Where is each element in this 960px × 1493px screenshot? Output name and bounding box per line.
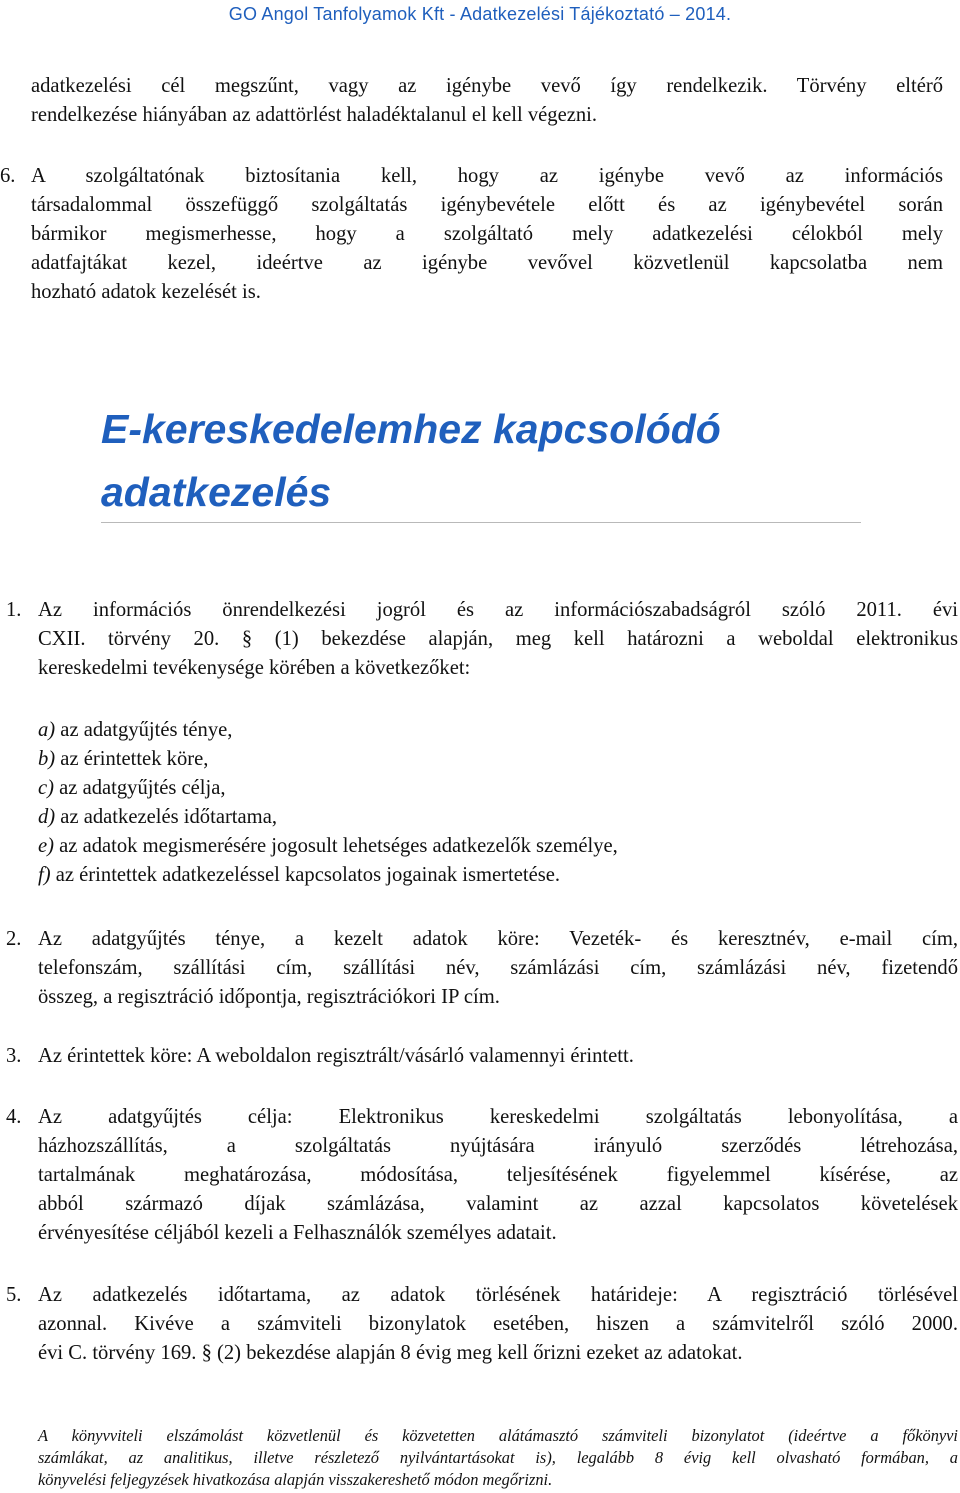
sub-item-letter: c) bbox=[38, 777, 54, 799]
text-line: Az adatgyűjtés ténye, a kezelt adatok köre: Vezeték- és keresztnév, e-mail cím, bbox=[38, 928, 958, 950]
text-line: Az érintettek köre: A weboldalon regisztrált/vásárló valamennyi érintett. bbox=[38, 1045, 634, 1067]
list-number: 6. bbox=[0, 165, 16, 187]
sub-item-letter: a) bbox=[38, 719, 56, 741]
text-line: CXII. törvény 20. § (1) bekezdése alapján, meg kell határozni a weboldal elektronikus bbox=[38, 628, 958, 650]
text-line: kereskedelmi tevékenysége körében a következőket: bbox=[38, 657, 471, 679]
text-line: abból származó díjak számlázása, valamint az azzal kapcsolatos követelések bbox=[38, 1193, 958, 1215]
sub-item-text: az adatgyűjtés célja, bbox=[54, 777, 226, 799]
sub-item bbox=[38, 716, 232, 745]
sub-item-text: az adatok megismerésére jogosult lehetséges adatkezelők személye, bbox=[54, 835, 618, 857]
sub-item-letter: e) bbox=[38, 835, 54, 857]
text-line: hozható adatok kezelését is. bbox=[31, 281, 261, 303]
text-line: azonnal. Kivéve a számviteli bizonylatok esetében, hiszen a számvitelről szóló 2000. bbox=[38, 1313, 958, 1335]
sub-item-letter: d) bbox=[38, 806, 56, 828]
text-line: rendelkezése hiányában az adattörlést haladéktalanul el kell végezni. bbox=[31, 104, 598, 126]
sub-item bbox=[38, 832, 618, 861]
sub-item bbox=[38, 861, 560, 890]
page-header-title: GO Angol Tanfolyamok Kft - Adatkezelési Tájékoztató – 2014. bbox=[228, 4, 732, 24]
list-item-1 bbox=[0, 596, 960, 896]
list-number: 3. bbox=[6, 1045, 22, 1067]
sub-item bbox=[38, 774, 226, 803]
text-line: Az információs önrendelkezési jogról és az információszabadságról szóló 2011. évi bbox=[38, 599, 958, 621]
text-line: házhozszállítás, a szolgáltatás nyújtására irányuló szerződés létrehozása, bbox=[38, 1135, 958, 1157]
list-number: 1. bbox=[6, 599, 22, 621]
sub-item-text: az adatkezelés időtartama, bbox=[55, 806, 277, 828]
heading-divider bbox=[101, 522, 861, 523]
list-number: 2. bbox=[6, 928, 22, 950]
sub-item-letter: b) bbox=[38, 748, 56, 770]
text-line: adatkezelési cél megszűnt, vagy az igénybe vevő így rendelkezik. Törvény eltérő bbox=[31, 75, 943, 97]
text-line: A szolgáltatónak biztosítania kell, hogy az igénybe vevő az információs bbox=[31, 165, 943, 187]
list-number: 4. bbox=[6, 1106, 22, 1128]
sub-item bbox=[38, 745, 208, 774]
text-line: bármikor megismerhesse, hogy a szolgáltató mely adatkezelési célokból mely bbox=[31, 223, 943, 245]
text-line: adatfajtákat kezel, ideértve az igénybe vevővel közvetlenül kapcsolatba nem bbox=[31, 252, 943, 274]
footer-note bbox=[38, 1425, 958, 1491]
intro-paragraph bbox=[31, 72, 943, 130]
text-line: összeg, a regisztráció időpontja, regisztrációkori IP cím. bbox=[38, 986, 500, 1008]
sub-item bbox=[38, 803, 277, 832]
text-line: Az adatkezelés időtartama, az adatok törlésének határideje: A regisztráció törlésével bbox=[38, 1284, 958, 1306]
text-line: Az adatgyűjtés célja: Elektronikus kereskedelmi szolgáltatás lebonyolítása, a bbox=[38, 1106, 958, 1128]
sub-item-text: az érintettek adatkezeléssel kapcsolatos jogainak ismertetése. bbox=[50, 864, 561, 886]
text-line: évi C. törvény 169. § (2) bekezdése alapján 8 évig meg kell őrizni ezeket az adatokat. bbox=[38, 1342, 743, 1364]
sub-item-text: az adatgyűjtés ténye, bbox=[55, 719, 233, 741]
text-line: társadalommal összefüggő szolgáltatás igénybevétele előtt és az igénybevétel során bbox=[31, 194, 943, 216]
section-heading-line: adatkezelés bbox=[101, 469, 332, 515]
text-line: érvényesítése céljából kezeli a Felhasználók személyes adatait. bbox=[38, 1222, 557, 1244]
footer-line: A könyvviteli elszámolást közvetlenül és közvetetten alátámasztó számviteli bizonylatot (ideértve a főkönyvi bbox=[38, 1426, 958, 1445]
section-heading bbox=[101, 398, 861, 524]
section-heading-line: E-kereskedelemhez kapcsolódó bbox=[101, 406, 721, 452]
text-line: tartalmának meghatározása, módosítása, teljesítésének figyelemmel kísérése, az bbox=[38, 1164, 958, 1186]
list-number: 5. bbox=[6, 1284, 22, 1306]
text-line: telefonszám, szállítási cím, szállítási név, számlázási cím, számlázási név, fizetendő bbox=[38, 957, 958, 979]
sub-item-letter: f) bbox=[38, 864, 51, 886]
footer-line: számlákat, az analitikus, illetve részletező nyilvántartásokat is), legalább 8 évig kell olvasható formában, a bbox=[38, 1448, 958, 1467]
footer-line: könyvelési feljegyzések hivatkozása alapján visszakereshető módon megőrizni. bbox=[38, 1470, 553, 1489]
sub-item-text: az érintettek köre, bbox=[55, 748, 209, 770]
